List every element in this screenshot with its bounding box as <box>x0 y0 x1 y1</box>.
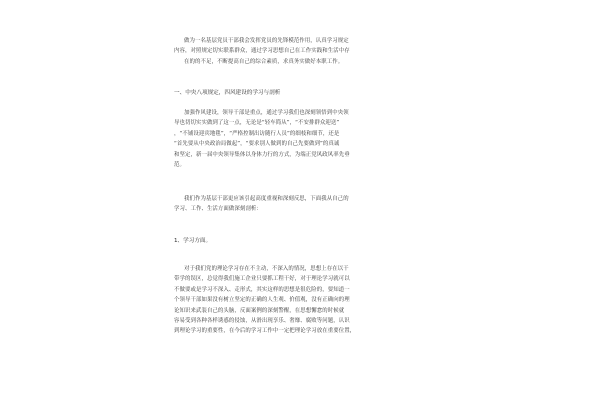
text-line: ，“不铺设迎宾地毯”，“严格控制出访随行人员”的细枝和细节，还是 <box>174 130 340 137</box>
text-line: 容易受到各种各样诱惑的侵蚀，从滑出现享乐、奢靡、腐败等问题，认识 <box>174 318 350 325</box>
section-heading-study: 1、学习方面。 <box>174 238 212 244</box>
text-line: 内容，对照规定切实联系群众，通过学习思想自己在工作实践和生活中存 <box>174 48 350 55</box>
text-line: “首先要从中央政治局做起”，“要求别人做到的自己先要做到”的真诚 <box>174 141 340 148</box>
text-line: 加强作风建设，领导干部是重点，通过学习我们也深刻领悟到中央领 <box>184 110 349 116</box>
text-line: 和坚定，新一届中央领导集体以身体力行的方式，为端正党风政风率先垂 <box>174 151 350 158</box>
text-line: 对于我们党的理论学习存在不主动，不深入的情况，思想上存在以干 <box>184 266 349 272</box>
rules-paragraph <box>174 108 428 170</box>
text-line: 在的的不足，不断提高自己的综合素质，求真务实做好本职工作。 <box>184 58 344 65</box>
text-line: 带学的误区，总觉得我们施工企业只要抓工程干好，对于理论学习就可以 <box>174 276 350 283</box>
text-line: 导也切切实实做到了这一点，无论是“轻车简从”，“不安排群众迎送” <box>174 120 340 127</box>
text-line: 我们作为基层干部更应该引起高度重视和深刻反思，下面我从自己的 <box>184 196 349 202</box>
text-line: 到理论学习的重要性，在今后的学习工作中一定把理论学习放在重要位置， <box>174 328 356 335</box>
text-line: 个领导干部如果没有树立坚定的正确的人生观、价值观，没有正确向的理 <box>174 297 350 304</box>
text-line: 做为一名基层党员干部我会发挥党员的先锋模范作用，认真学习规定 <box>184 38 349 44</box>
study-paragraph <box>174 264 428 337</box>
text-line: 论知识来武装自己的头脑，反面案例的深刻警醒，在思想懈怠的时候就 <box>174 307 345 314</box>
text-line: 学习、工作、生活方面做深刻剖析： <box>174 206 262 213</box>
reflection-paragraph <box>174 194 428 215</box>
section-heading-rules: 一、中央八项规定，四风建设的学习与剖析 <box>174 90 281 96</box>
text-line: 范。 <box>174 162 185 169</box>
intro-paragraph <box>174 36 428 67</box>
text-line: 不做要或是学习不深入、走形式，其实这样的思想是很危险的，要知道一 <box>174 286 350 293</box>
